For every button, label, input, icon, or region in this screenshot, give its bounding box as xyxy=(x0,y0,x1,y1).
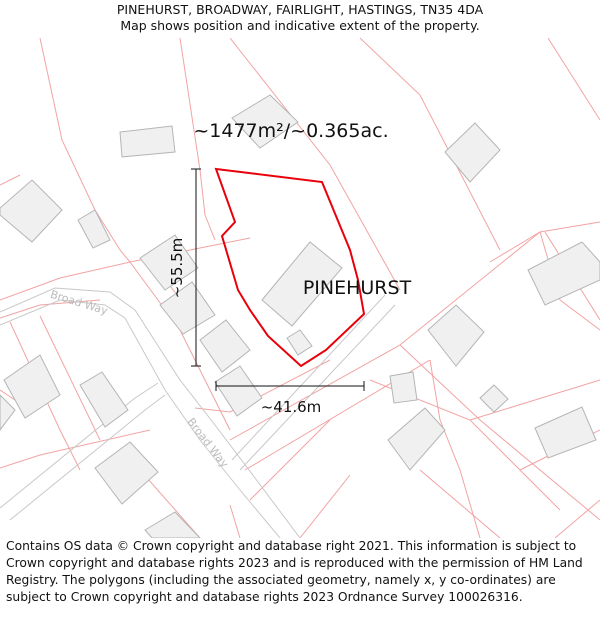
attribution-text: Contains OS data © Crown copyright and database right 2021. This information is subject to Crown copyright and database rights 2023 and is reproduced with the permission of HM Land Registry. The polygons (including the associated geometry, namely x, y co-ordinates) are subject to Crown copyright and database rights 2023 Ordnance Survey 100026316. xyxy=(6,539,583,604)
road-label-broad-way-south: Broad Way xyxy=(184,415,232,471)
map-subtitle: Map shows position and indicative extent of the property. xyxy=(120,18,480,33)
property-address: PINEHURST, BROADWAY, FAIRLIGHT, HASTINGS, TN35 4DA xyxy=(116,2,484,17)
map-canvas[interactable] xyxy=(0,38,600,538)
area-label: ~1477m²/~0.365ac. xyxy=(193,120,389,142)
road-label-broad-way-west: Broad Way xyxy=(48,287,110,318)
map-header xyxy=(0,0,600,40)
property-name-label: PINEHURST xyxy=(302,277,412,299)
width-label: ~41.6m xyxy=(260,398,322,416)
buildings xyxy=(0,95,600,538)
map-svg[interactable] xyxy=(0,38,600,538)
height-label: ~55.5m xyxy=(168,237,186,299)
